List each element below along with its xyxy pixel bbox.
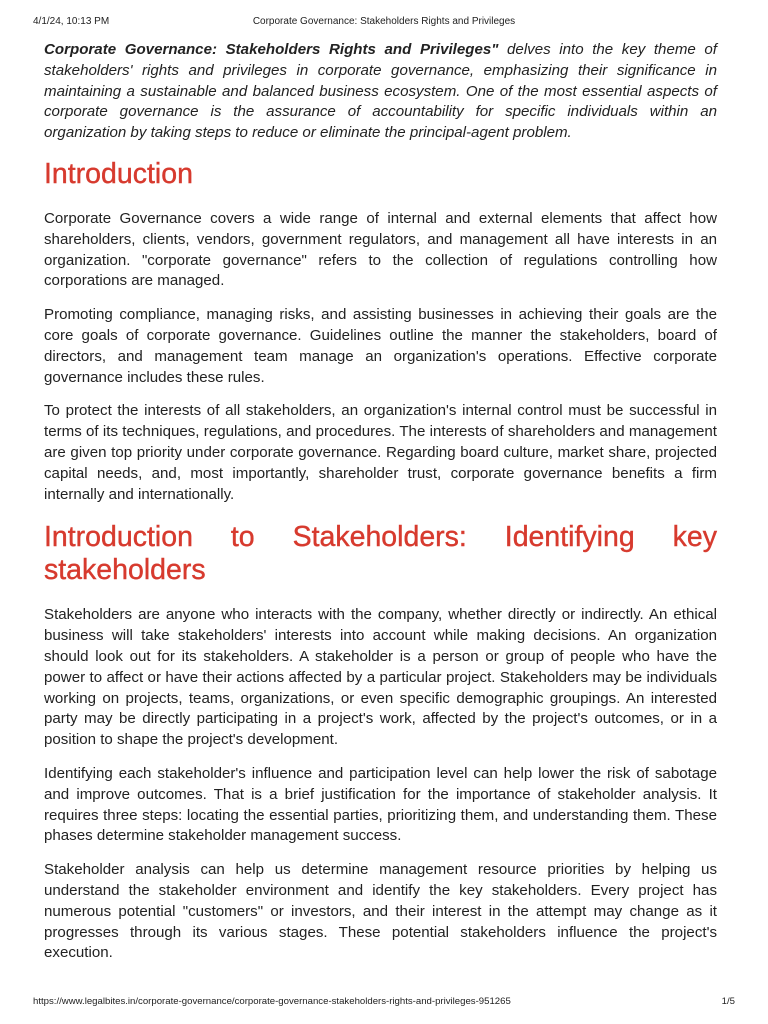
section-heading-introduction: Introduction [44,157,193,190]
section-heading-stakeholders: Introduction to Stakeholders: Identifying key stakeholders [44,521,717,587]
paragraph: To protect the interests of all stakeholders, an organization's internal control must be successful in terms of its techniques, regulations, and procedures. The interests of shareholders and management are given top priority under corporate governance. Regarding board culture, market share, projected capital needs, and, most importantly, shareholder trust, corporate governance benefits a firm internally and internationally. [44,402,717,503]
paragraph: Corporate Governance covers a wide range of internal and external elements that affect how shareholders, clients, vendors, government regulators, and management all have interests in an organization. "corporate governance" refers to the collection of regulations controlling how corporations are managed. [44,209,717,290]
source-url: https://www.legalbites.in/corporate-governance/corporate-governance-stakeholders-rights-and-privileges-951265 [33,996,511,1007]
intro-bold-title: Corporate Governance: Stakeholders Rights and Privileges" [44,41,499,58]
paragraph: Identifying each stakeholder's influence and participation level can help lower the risk of sabotage and improve outcomes. That is a brief justification for the importance of stakeholder analysis. It requires three steps: locating the essential parties, prioritizing them, and understanding them. These phases determine stakeholder management success. [44,764,717,845]
paragraph: Stakeholder analysis can help us determine management resource priorities by helping us understand the stakeholder environment and identify the key stakeholders. Every project has numerous potential "customers" or investors, and their interest in the attempt may change as it progresses through its various stages. These potential stakeholders influence the project's execution. [44,861,717,962]
print-timestamp: 4/1/24, 10:13 PM [33,16,110,27]
article-content [44,40,717,977]
paragraph: Promoting compliance, managing risks, and assisting businesses in achieving their goals are the core goals of corporate governance. Guidelines outline the manner the stakeholders, board of directors, and management team manage an organization's operations. Effective corporate governance includes these rules. [44,306,717,386]
page-number: 1/5 [721,996,735,1007]
print-document-title: Corporate Governance: Stakeholders Rights and Privileges [252,16,516,27]
intro-text: delves into the key theme of stakeholders' rights and privileges in corporate governance, emphasizing their significance in maintaining a sustainable and balanced business ecosystem. One of the most essential aspects of corporate governance is the assurance of accountability for specific individuals within an organization by taking steps to reduce or eliminate the principal-agent problem. [44,41,717,142]
print-header [33,16,735,30]
print-footer [33,996,735,1008]
intro-paragraph [44,40,717,144]
paragraph: Stakeholders are anyone who interacts with the company, whether directly or indirectly. An ethical business will take stakeholders' interests into account while making decisions. An organization should look out for its stakeholders. A stakeholder is a person or group of people who have the power to affect or have their actions affected by a particular project. Stakeholders may be individuals working on projects, teams, organizations, or even specific demographic groupings. An interested party may be directly participating in a project's work, affected by the project's outcomes, or in a position to shape the project's development. [44,606,717,749]
